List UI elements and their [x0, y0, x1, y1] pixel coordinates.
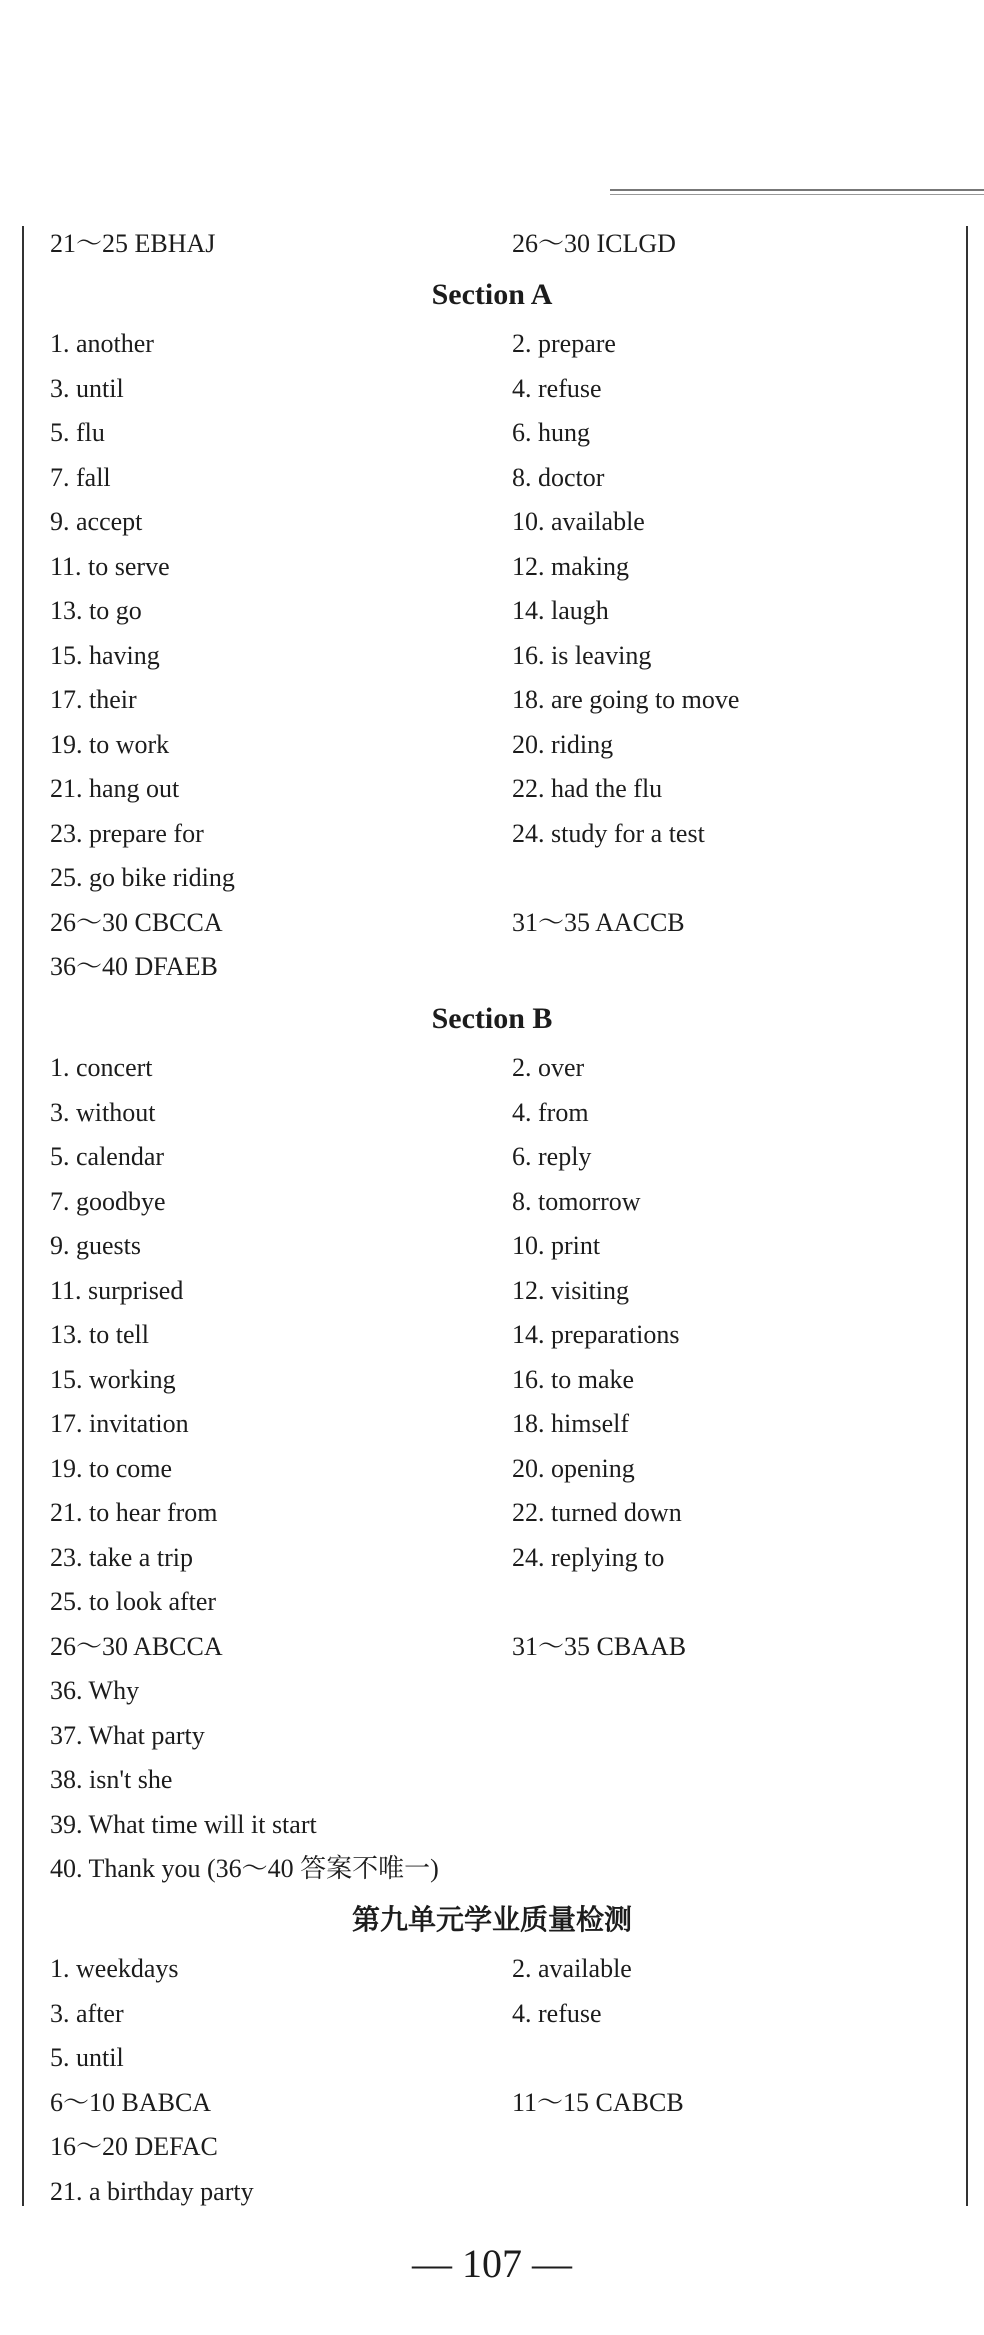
answer-left: 3. without	[50, 1097, 156, 1127]
answer-left: 17. invitation	[50, 1409, 189, 1438]
answer-left: 11. to serve	[50, 551, 170, 581]
answer-left: 37. What party	[50, 1720, 205, 1750]
answer-row	[50, 2036, 950, 2080]
answer-row	[50, 1313, 950, 1357]
answer-left: 5. until	[50, 2043, 124, 2072]
answer-right: 26～30 ICLGD	[512, 229, 676, 258]
answer-left: 3. after	[50, 1998, 124, 2028]
answer-right: 8. doctor	[512, 462, 605, 492]
answer-row	[50, 1447, 950, 1491]
section-b-title: Section B	[431, 1002, 553, 1035]
answer-right: 18. are going to move	[512, 685, 740, 714]
answer-right: 24. replying to	[512, 1542, 665, 1572]
answer-right: 2. available	[512, 1954, 632, 1983]
answer-row	[50, 545, 950, 589]
answer-right: 4. refuse	[512, 1998, 602, 2028]
answer-row	[50, 1803, 950, 1847]
answer-row	[50, 723, 950, 767]
answer-right: 14. laugh	[512, 596, 609, 625]
answer-right: 2. over	[512, 1053, 585, 1082]
answer-left: 13. to tell	[50, 1320, 149, 1349]
answer-left: 11. surprised	[50, 1275, 184, 1305]
answer-row	[50, 456, 950, 500]
answer-row	[50, 812, 950, 856]
answer-right: 16. to make	[512, 1364, 635, 1394]
answer-right: 24. study for a test	[512, 818, 705, 848]
answer-left: 25. to look after	[50, 1587, 217, 1616]
answer-right: 6. reply	[512, 1142, 592, 1171]
answer-row	[50, 1947, 950, 1991]
answer-row	[50, 1536, 950, 1580]
answer-right: 31～35 AACCB	[512, 907, 685, 937]
answer-row	[50, 1402, 950, 1446]
answer-left: 7. fall	[50, 462, 111, 492]
answer-right: 12. visiting	[512, 1275, 630, 1305]
answer-right: 6. hung	[512, 418, 590, 447]
answer-row	[50, 2081, 950, 2125]
answer-right: 20. riding	[512, 729, 614, 759]
answer-row	[50, 1714, 950, 1758]
answer-right: 14. preparations	[512, 1320, 680, 1349]
answer-left: 19. to work	[50, 729, 170, 759]
answer-left: 15. working	[50, 1364, 176, 1394]
answer-left: 26～30 CBCCA	[50, 907, 223, 937]
answer-row	[50, 2125, 950, 2169]
answer-right: 22. turned down	[512, 1498, 682, 1527]
answer-row	[50, 856, 950, 900]
answer-row	[50, 2170, 950, 2214]
answer-left: 38. isn't she	[50, 1765, 173, 1794]
answer-row	[50, 1224, 950, 1268]
answer-row	[50, 322, 950, 366]
answer-row	[50, 767, 950, 811]
answer-left: 13. to go	[50, 596, 142, 625]
answer-row	[50, 634, 950, 678]
answer-row	[50, 1758, 950, 1802]
answer-left: 39. What time will it start	[50, 1809, 317, 1839]
answer-left: 23. take a trip	[50, 1542, 193, 1572]
answer-row	[50, 901, 950, 945]
answer-left: 25. go bike riding	[50, 863, 235, 892]
answer-row	[50, 1625, 950, 1669]
answer-right: 12. making	[512, 551, 629, 581]
answer-row	[50, 1180, 950, 1224]
answer-row	[50, 1580, 950, 1624]
answer-row	[50, 1992, 950, 2036]
answer-right: 18. himself	[512, 1409, 629, 1438]
header-rule	[610, 189, 984, 195]
answer-left: 9. guests	[50, 1231, 141, 1260]
answer-row	[50, 1091, 950, 1135]
answer-left: 5. flu	[50, 418, 105, 447]
answer-left: 3. until	[50, 373, 124, 403]
answer-right: 10. available	[512, 507, 645, 536]
answer-left: 6～10 BABCA	[50, 2087, 212, 2117]
answer-right: 22. had the flu	[512, 774, 663, 803]
answer-row	[50, 1269, 950, 1313]
answer-row	[50, 1491, 950, 1535]
answer-row	[50, 1046, 950, 1090]
answer-left: 16～20 DEFAC	[50, 2132, 218, 2161]
answer-left: 15. having	[50, 640, 160, 670]
answer-left: 17. their	[50, 685, 137, 714]
answer-row	[50, 222, 950, 266]
answer-left: 23. prepare for	[50, 818, 204, 848]
answer-row	[50, 1669, 950, 1713]
answer-row	[50, 945, 950, 989]
answer-right: 11～15 CABCB	[512, 2087, 684, 2117]
answer-right: 4. refuse	[512, 373, 602, 403]
answer-right: 31～35 CBAAB	[512, 1631, 687, 1661]
answer-right: 4. from	[512, 1097, 589, 1127]
answer-row	[50, 500, 950, 544]
answer-left: 9. accept	[50, 507, 143, 536]
answer-row	[50, 411, 950, 455]
answer-left: 21～25 EBHAJ	[50, 229, 216, 258]
page-number: — 107 —	[412, 2241, 572, 2286]
answer-left: 21. to hear from	[50, 1498, 218, 1527]
answer-left: 21. hang out	[50, 774, 180, 803]
answer-right: 8. tomorrow	[512, 1186, 641, 1216]
answer-left: 40. Thank you (36～40 答案不唯一)	[50, 1854, 439, 1883]
answer-row	[50, 1358, 950, 1402]
answer-left: 19. to come	[50, 1453, 173, 1483]
answer-left: 21. a birthday party	[50, 2176, 254, 2206]
answer-right: 10. print	[512, 1231, 601, 1260]
answer-row	[50, 1847, 950, 1891]
answer-row	[50, 1135, 950, 1179]
answer-row	[50, 367, 950, 411]
section-a-title: Section A	[431, 278, 553, 311]
answer-left: 36～40 DFAEB	[50, 952, 218, 981]
answer-right: 20. opening	[512, 1453, 635, 1483]
answer-left: 7. goodbye	[50, 1186, 166, 1216]
answer-right: 2. prepare	[512, 329, 616, 358]
answer-left: 1. concert	[50, 1053, 153, 1082]
answer-left: 5. calendar	[50, 1142, 165, 1171]
answer-row	[50, 678, 950, 722]
answer-left: 36. Why	[50, 1676, 140, 1705]
answer-left: 26～30 ABCCA	[50, 1631, 223, 1661]
answer-row	[50, 589, 950, 633]
answer-left: 1. another	[50, 329, 154, 358]
answer-left: 1. weekdays	[50, 1954, 179, 1983]
unit-test-title: 第九单元学业质量检测	[351, 1903, 632, 1936]
answer-right: 16. is leaving	[512, 640, 652, 670]
